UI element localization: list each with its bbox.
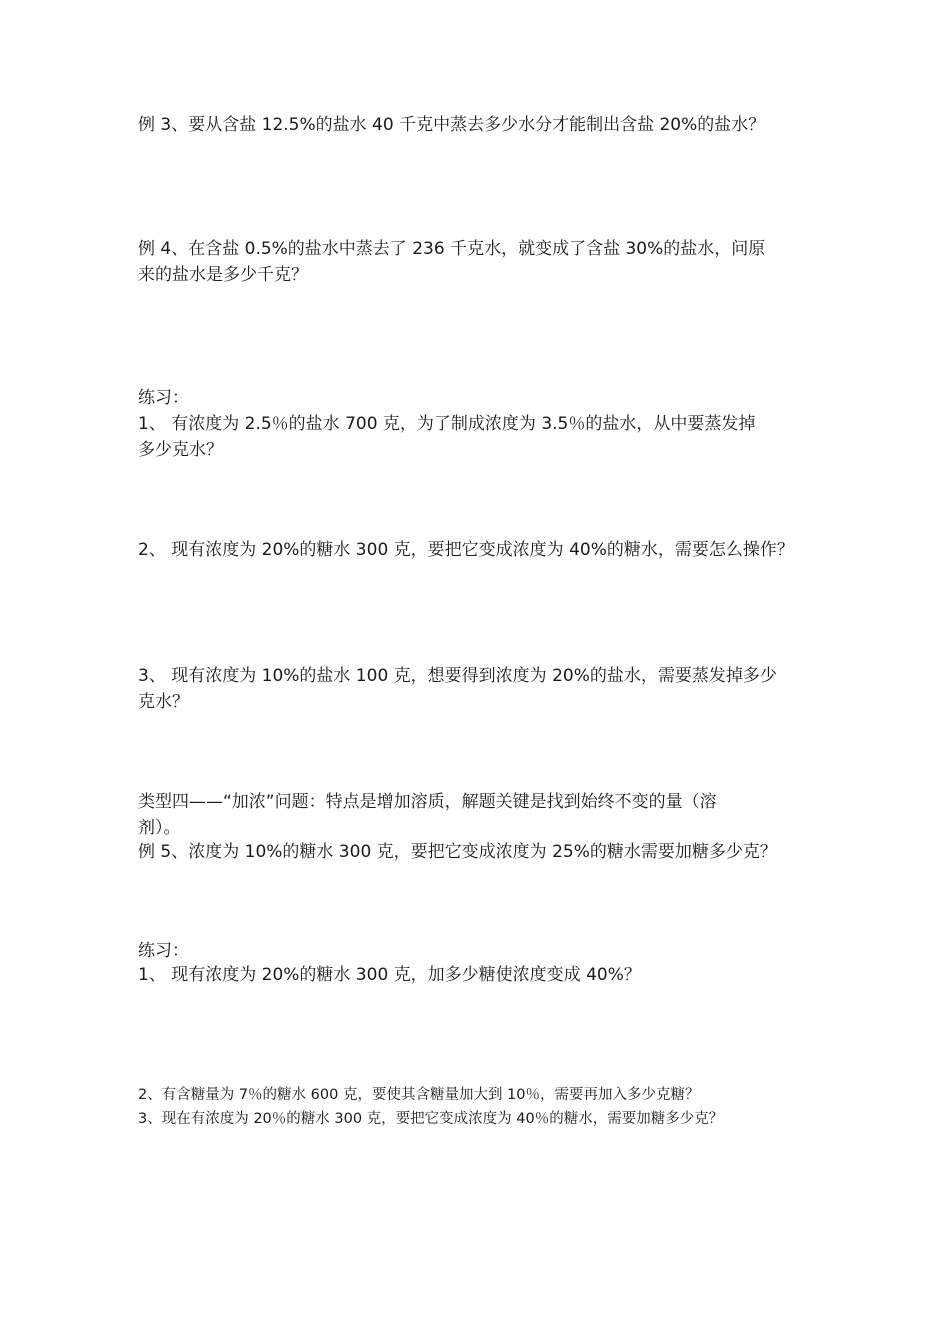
exercise-5: 2、有含糖量为 7％的糖水 600 克，要使其含糖量加大到 10％，需要再加入多少克糖？ — [138, 1087, 700, 1103]
type-4-heading-line-1: 类型四——“加浓”问题：特点是增加溶质，解题关键是找到始终不变的量（溶 — [138, 792, 717, 812]
example-3: 例 3、要从含盐 12.5%的盐水 40 千克中蒸去多少水分才能制出含盐 20%的盐水？ — [138, 115, 766, 135]
exercise-3-line-1: 3、 现有浓度为 10%的盐水 100 克，想要得到浓度为 20%的盐水，需要蒸发掉多少 — [138, 666, 777, 686]
exercise-1-line-2: 多少克水？ — [138, 440, 223, 460]
example-5: 例 5、浓度为 10%的糖水 300 克，要把它变成浓度为 25%的糖水需要加糖多少克？ — [138, 842, 777, 862]
exercise-4: 1、 现有浓度为 20%的糖水 300 克，加多少糖使浓度变成 40%？ — [138, 965, 641, 985]
exercise-1-line-1: 1、 有浓度为 2.5％的盐水 700 克，为了制成浓度为 3.5％的盐水，从中要蒸发掉 — [138, 414, 756, 434]
exercise-3-line-2: 克水？ — [138, 692, 189, 712]
exercise-heading-2: 练习： — [138, 941, 189, 961]
example-4-line-2: 来的盐水是多少千克？ — [138, 265, 308, 285]
exercise-6: 3、现在有浓度为 20％的糖水 300 克，要把它变成浓度为 40％的糖水，需要加糖多少克？ — [138, 1111, 724, 1127]
example-4-line-1: 例 4、在含盐 0.5%的盐水中蒸去了 236 千克水，就变成了含盐 30%的盐水，问原 — [138, 239, 766, 259]
type-4-heading-line-2: 剂）。 — [138, 818, 181, 838]
exercise-2: 2、 现有浓度为 20%的糖水 300 克，要把它变成浓度为 40%的糖水，需要怎么操作？ — [138, 540, 794, 560]
exercise-heading-1: 练习： — [138, 388, 189, 408]
